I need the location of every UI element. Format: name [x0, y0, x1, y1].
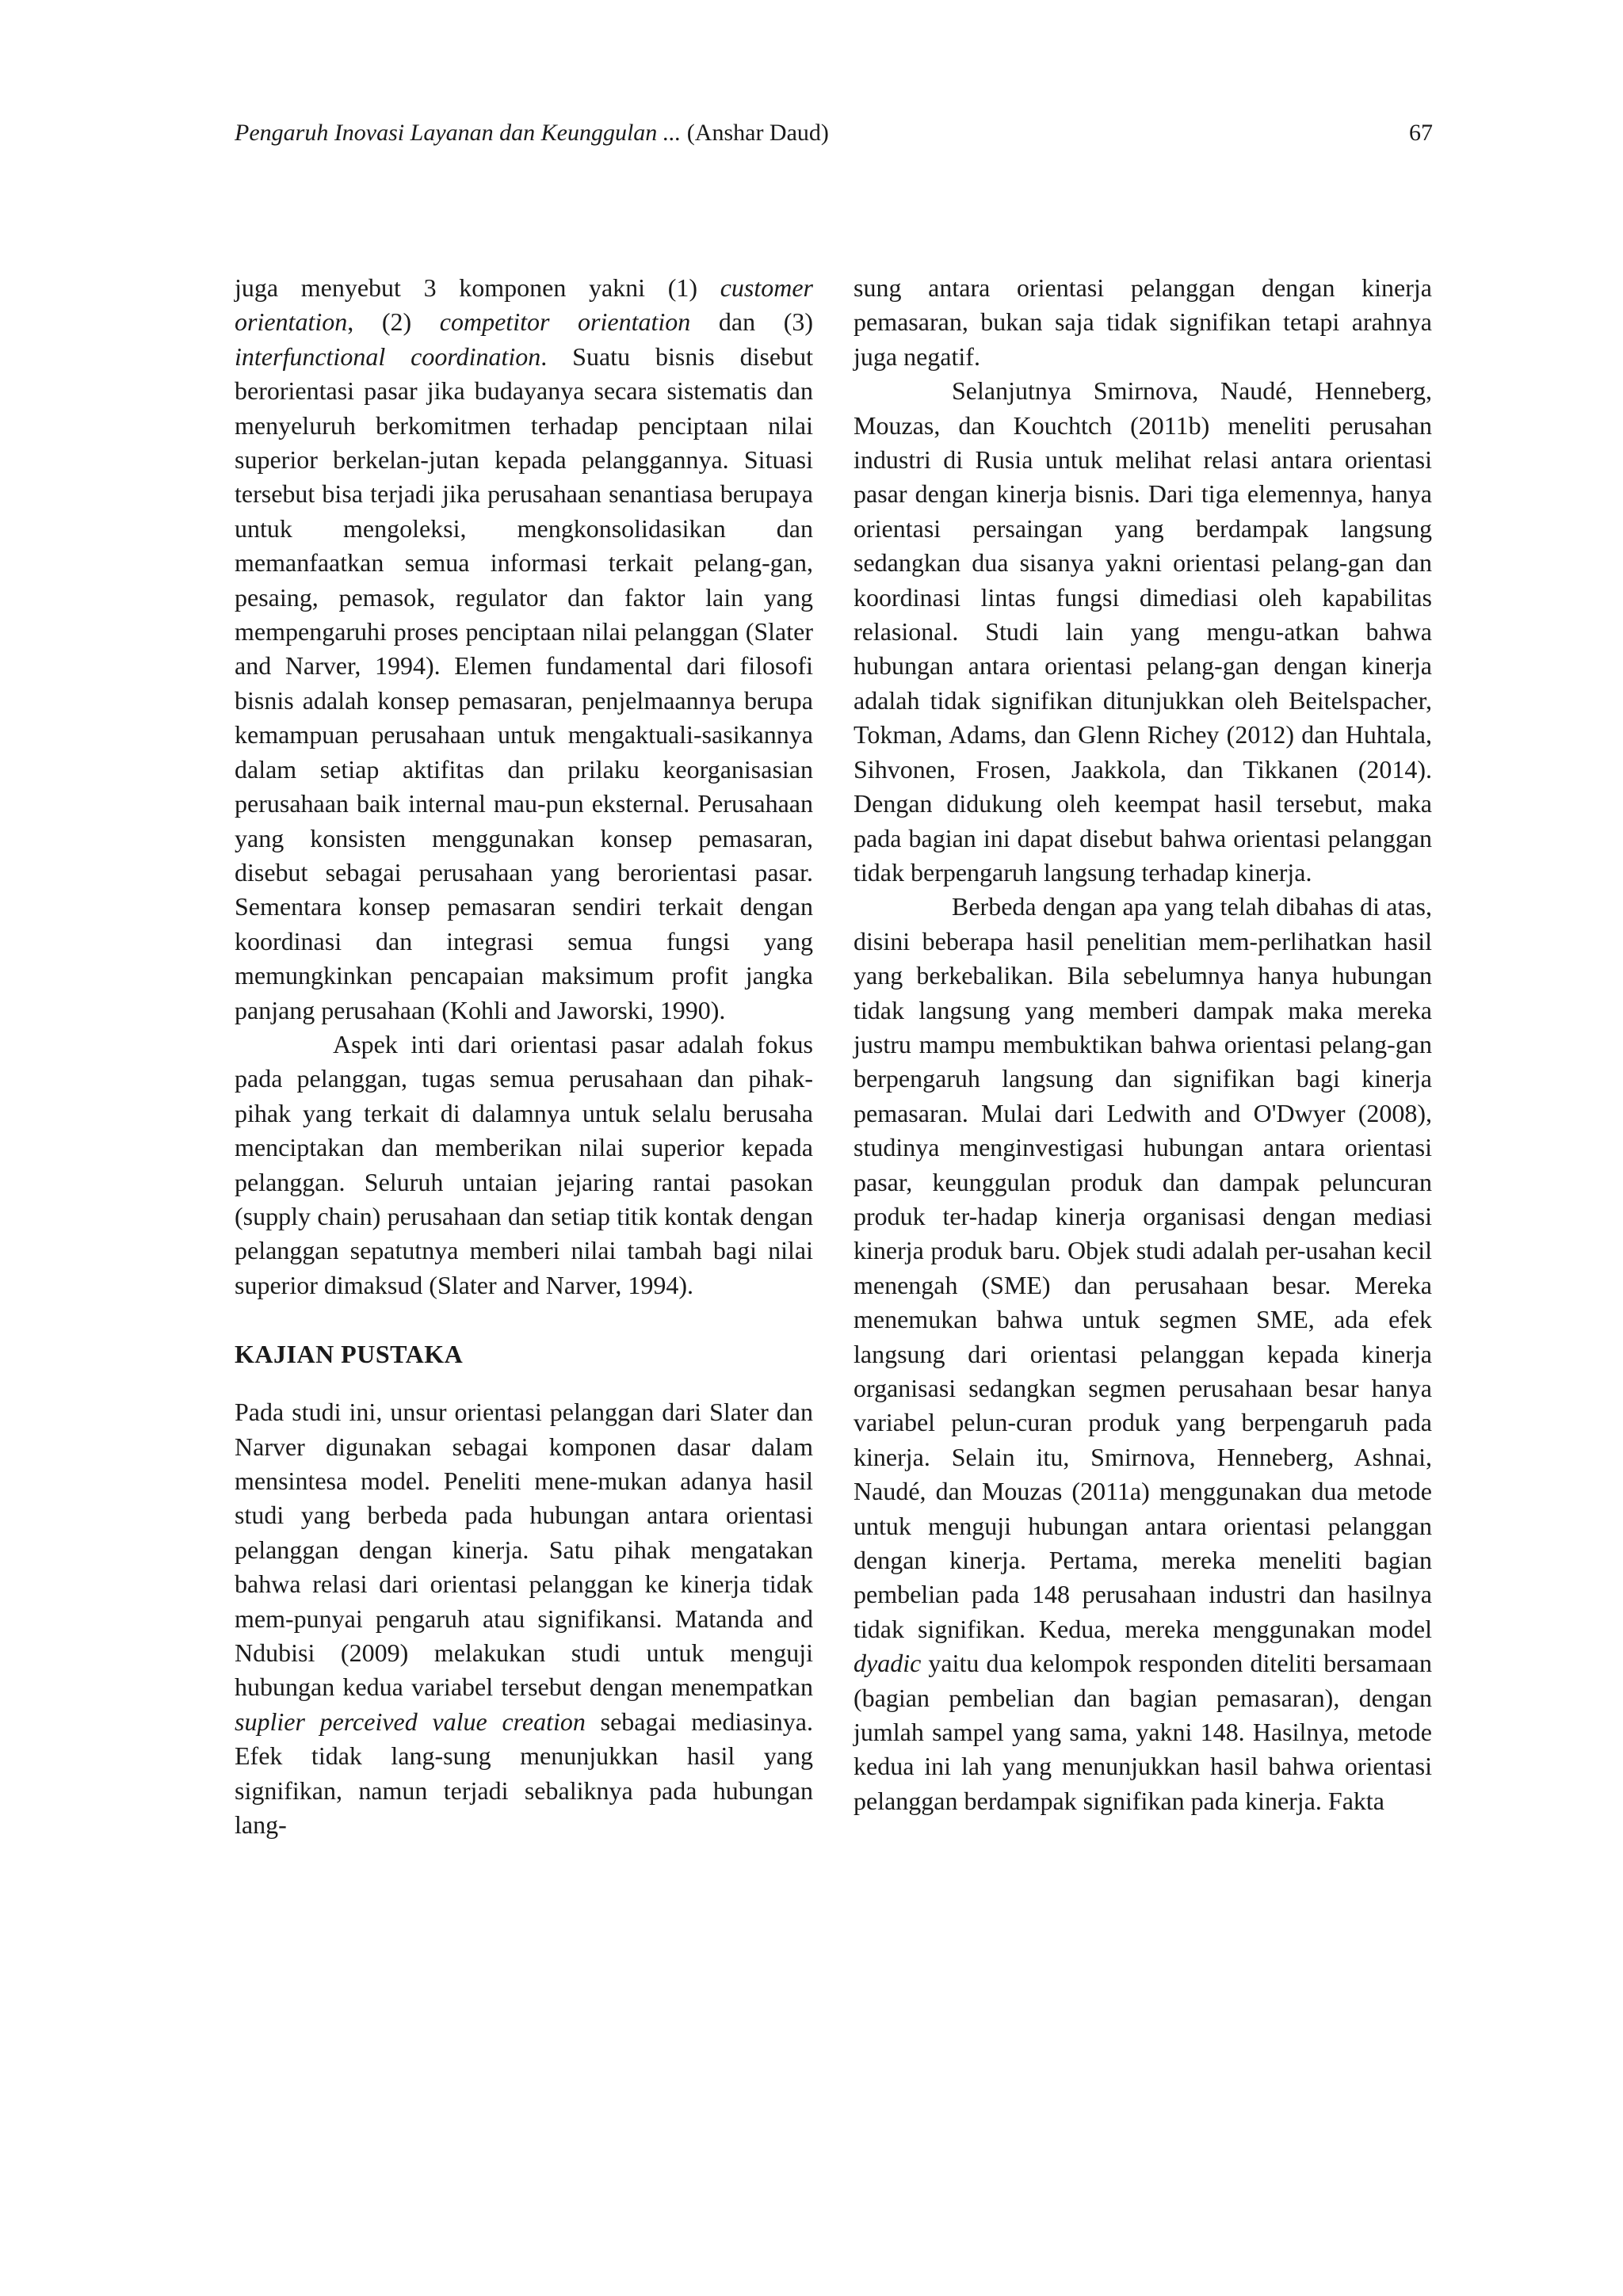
header-author: (Anshar Daud) [686, 120, 829, 146]
paragraph-continuation: sung antara orientasi pelanggan dengan kinerja pemasaran, bukan saja tidak signifikan tetapi arahnya juga negatif. [854, 273, 1432, 371]
header-title: Pengaruh Inovasi Layanan dan Keunggulan ... [235, 120, 682, 146]
text-run: Pada studi ini, unsur orientasi pelanggan dari Slater dan Narver digunakan sebagai komponen dasar dalam mensintesa model. Peneliti mene-mukan adanya hasil studi yang berbeda pada hubungan antara orientasi pelanggan dengan kinerja. Satu pihak mengatakan bahwa relasi dari orientasi pelanggan ke kinerja tidak mem-punyai pengaruh atau signifikansi. Matanda and Ndubisi (2009) melakukan studi untuk menguji hubungan kedua variabel tersebut dengan menempatkan [235, 1398, 813, 1702]
header-citation [235, 117, 829, 149]
running-header [235, 117, 1433, 152]
text-run: yaitu dua kelompok responden diteliti bersamaan (bagian pembelian dan bagian pemasaran), dengan jumlah sampel yang sama, yakni 148. Hasilnya, metode kedua ini lah yang menunjukkan hasil bahwa orientasi pelanggan berdampak signifikan pada kinerja. Fakta [854, 1649, 1432, 1815]
section-heading-kajian-pustaka: KAJIAN PUSTAKA [235, 1340, 464, 1369]
text-run: dan (3) [690, 307, 814, 337]
paragraph-components [235, 271, 813, 1028]
term-dyadic: dyadic [854, 1649, 922, 1678]
term-suplier-perceived-value: suplier perceived value creation [235, 1707, 586, 1736]
text-run: Berbeda dengan apa yang telah dibahas di atas, disini beberapa hasil penelitian mem-perlihatkan hasil yang berkebalikan. Bila sebelumnya hanya hubungan tidak langsung yang memberi dampak maka mereka justru mampu membuktikan bahwa orientasi pelang-gan berpengaruh langsung dan signifikan bagi kinerja pemasaran. Mulai dari Ledwith and O'Dwyer (2008), studinya menginvestigasi hubungan antara orientasi pasar, keunggulan produk dan dampak peluncuran produk ter-hadap kinerja organisasi dengan mediasi kinerja produk baru. Objek studi adalah per-usahan kecil menengah (SME) dan perusahaan besar. Mereka menemukan bahwa untuk segmen SME, ada efek langsung dari orientasi pelanggan kepada kinerja organisasi sedangkan segmen perusahaan besar hanya variabel pelun-curan produk yang berpengaruh pada kinerja. Selain itu, Smirnova, Henneberg, Ashnai, Naudé, dan Mouzas (2011a) menggunakan dua metode untuk menguji hubungan antara orientasi pelanggan dengan kinerja. Pertama, mereka meneliti bagian pembelian pada 148 perusahaan industri dan hasilnya tidak signifikan. Kedua, mereka menggunakan model [854, 892, 1432, 1643]
page-number: 67 [1409, 120, 1433, 146]
paragraph-berbeda [854, 890, 1432, 1818]
text-run: , (2) [347, 307, 440, 337]
term-customer-orientation: customer orientation [235, 273, 813, 337]
term-interfunctional-coordination: interfunctional coordination [235, 341, 541, 371]
text-run: . Suatu bisnis disebut berorientasi pasar jika budayanya secara sistematis dan menyeluruh berkomitmen terhadap penciptaan nilai superior berkelan-jutan kepada pelanggannya. Situasi tersebut bisa terjadi jika perusahaan senantiasa berupaya untuk mengoleksi, mengkonsolidasikan dan memanfaatkan semua informasi terkait pelang-gan, pesaing, pemasok, regulator dan faktor lain yang mempengaruhi proses penciptaan nilai pelanggan (Slater and Narver, 1994). Elemen fundamental dari filosofi bisnis adalah konsep pemasaran, penjelmaannya berupa kemampuan perusahaan untuk mengaktuali-sasikannya dalam setiap aktifitas dan prilaku keorganisasian perusahaan baik internal mau-pun eksternal. Perusahaan yang konsisten menggunakan konsep pemasaran, disebut sebagai perusahaan yang berorientasi pasar. Sementara konsep pemasaran sendiri terkait dengan koordinasi dan integrasi semua fungsi yang memungkinkan pencapaian maksimum profit jangka panjang perusahaan (Kohli and Jaworski, 1990). [235, 341, 814, 1024]
text-run: juga menyebut 3 komponen yakni (1) [235, 273, 720, 302]
paragraph-aspek-inti: Aspek inti dari orientasi pasar adalah fokus pada pelanggan, tugas semua perusahaan dan pihak-pihak yang terkait di dalamnya untuk selalu berusaha menciptakan dan memberikan nilai superior kepada pelanggan. Seluruh untaian jejaring rantai pasokan (supply chain) perusahaan dan setiap titik kontak dengan pelanggan sepatutnya memberi nilai tambah bagi nilai superior dimaksud (Slater and Narver, 1994). [235, 1029, 813, 1299]
paragraph-kajian-intro [235, 1395, 813, 1842]
left-column [235, 271, 813, 1842]
term-competitor-orientation: competitor orientation [439, 307, 691, 337]
text-run: sebagai mediasinya. Efek tidak lang-sung menunjukkan hasil yang signifikan, namun terjadi sebaliknya pada hubungan lang- [235, 1707, 814, 1840]
paragraph-smirnova: Selanjutnya Smirnova, Naudé, Henneberg, Mouzas, dan Kouchtch (2011b) meneliti perusahan industri di Rusia untuk melihat relasi antara orientasi pasar dengan kinerja bisnis. Dari tiga elemennya, hanya orientasi persaingan yang berdampak langsung sedangkan dua sisanya yakni orientasi pelang-gan dan koordinasi lintas fungsi dimediasi oleh kapabilitas relasional. Studi lain yang mengu-atkan bahwa hubungan antara orientasi pelang-gan dengan kinerja adalah tidak signifikan ditunjukkan oleh Beitelspacher, Tokman, Adams, dan Glenn Richey (2012) dan Huhtala, Sihvonen, Frosen, Jaakkola, dan Tikkanen (2014). Dengan didukung oleh keempat hasil tersebut, maka pada bagian ini dapat disebut bahwa orientasi pelanggan tidak berpengaruh langsung terhadap kinerja. [854, 376, 1432, 887]
right-column [854, 271, 1432, 1818]
